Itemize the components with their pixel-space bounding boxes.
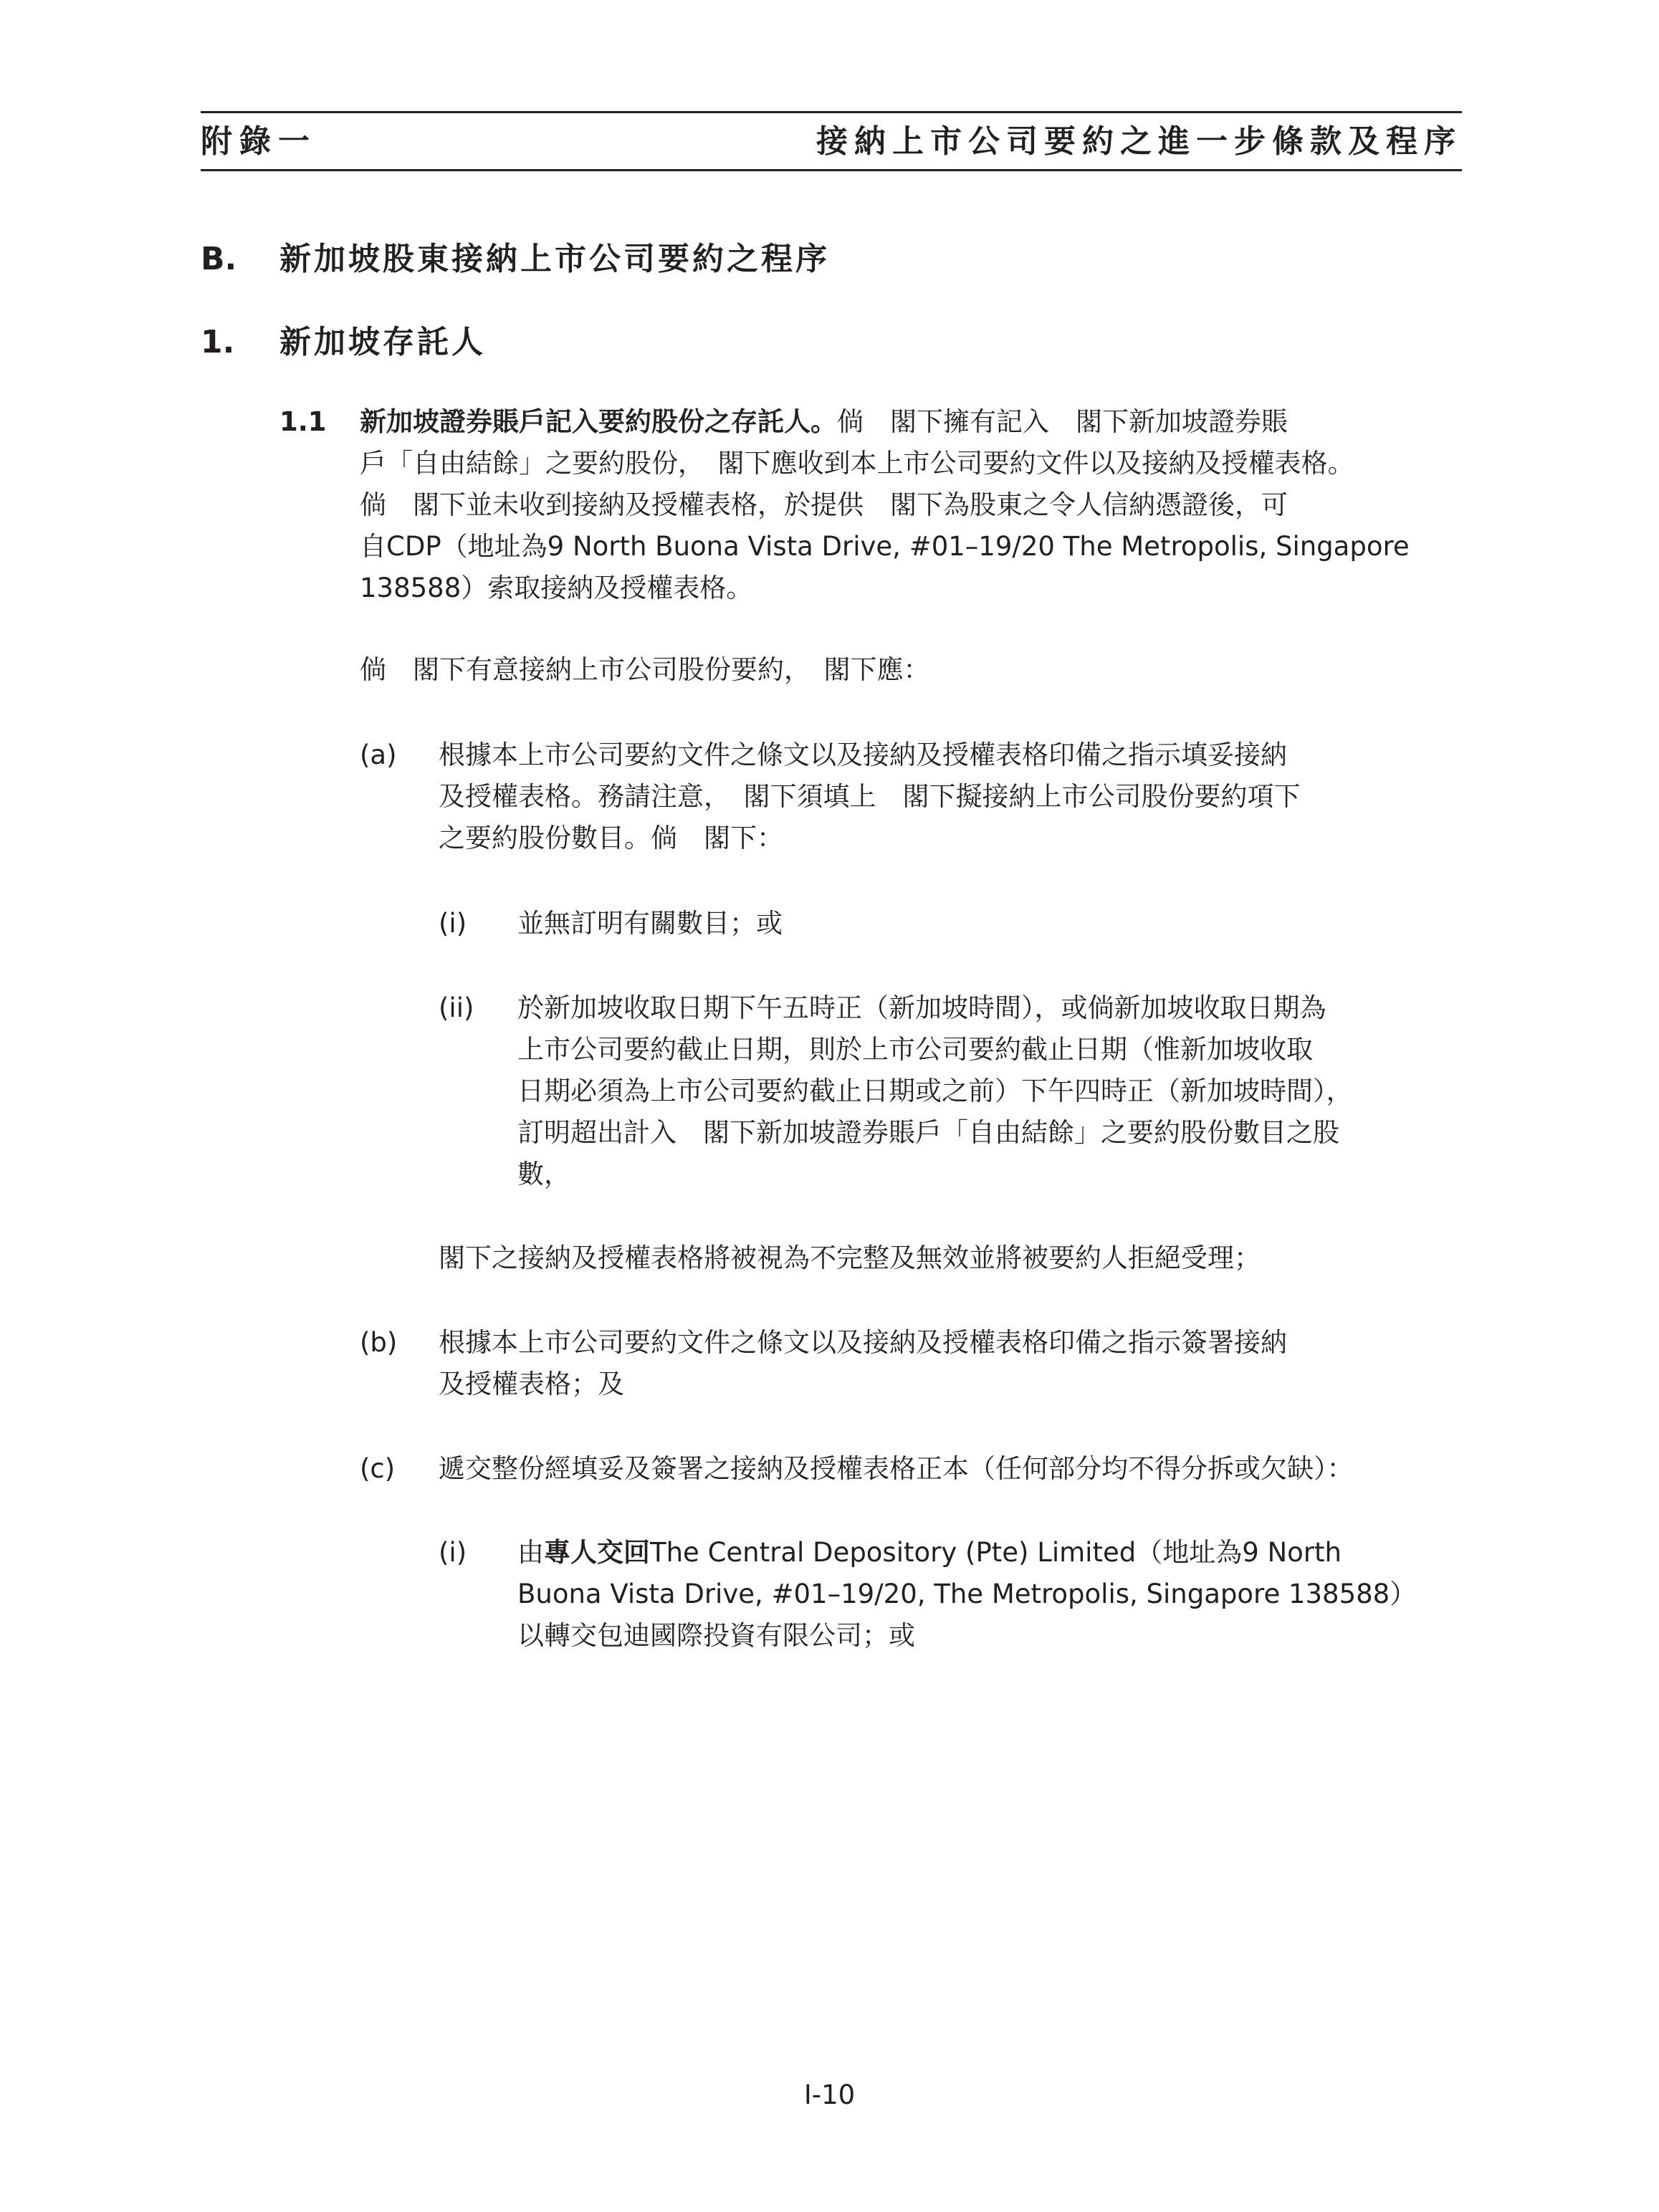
para-1-1-line-1	[360, 401, 1288, 443]
item-c-label: (c)	[360, 1453, 396, 1484]
para-1-1-line-1-text: 倘 閣下擁有記入 閣下新加坡證券賬	[837, 406, 1288, 437]
item-a-ii-line-4: 訂明超出計入 閣下新加坡證券賬戶「自由結餘」之要約股份數目之股	[517, 1117, 1339, 1148]
item-a-line-1: 根據本上市公司要約文件之條文以及接納及授權表格印備之指示填妥接納	[439, 739, 1287, 770]
item-c-i-bold: 專人交回	[544, 1537, 650, 1568]
item-a-line-3: 之要約股份數目。倘 閣下：	[439, 823, 783, 853]
item-a-i-label: (i)	[439, 908, 467, 939]
item-b-label: (b)	[360, 1327, 398, 1358]
item-a-i-line-1: 並無訂明有關數目；或	[517, 908, 783, 939]
section-1-title: 新加坡存託人	[279, 324, 486, 360]
item-c-i-label: (i)	[439, 1537, 467, 1568]
section-1-label: 1.	[201, 324, 235, 360]
para-1-1-line-5: 138588）索取接納及授權表格。	[360, 573, 753, 603]
page-header-title: 接納上市公司要約之進一步條款及程序	[816, 123, 1462, 160]
item-c-i-line-1-text: The Central Depository (Pte) Limited（地址為9 North	[650, 1537, 1342, 1568]
para-1-1-line-4: 自CDP（地址為9 North Buona Vista Drive, #01–19/20 The Metropolis, Singapore	[360, 531, 1410, 562]
page-number: I-10	[803, 2079, 856, 2110]
para-1-1-line-2: 戶「自由結餘」之要約股份， 閣下應收到本上市公司要約文件以及接納及授權表格。	[360, 448, 1354, 479]
para-1-1-lead: 新加坡證券賬戶記入要約股份之存託人。	[360, 406, 837, 437]
item-c-line-1: 遞交整份經填妥及簽署之接納及授權表格正本（任何部分均不得分拆或欠缺）：	[439, 1453, 1354, 1484]
header-bottom-rule	[201, 169, 1462, 171]
item-a-ii-line-1: 於新加坡收取日期下午五時正（新加坡時間），或倘新加坡收取日期為	[517, 992, 1326, 1023]
item-a-consequence: 閣下之接納及授權表格將被視為不完整及無效並將被要約人拒絕受理；	[439, 1243, 1261, 1273]
section-b-label: B.	[201, 241, 237, 277]
section-b-title: 新加坡股東接納上市公司要約之程序	[279, 241, 830, 277]
appendix-label: 附錄一	[201, 123, 317, 160]
para-1-1-line-3: 倘 閣下並未收到接納及授權表格，於提供 閣下為股東之令人信納憑證後，可	[360, 489, 1288, 520]
item-a-label: (a)	[360, 739, 397, 770]
item-c-i-prefix: 由	[517, 1537, 544, 1568]
item-b-line-2: 及授權表格；及	[439, 1369, 624, 1399]
intro-paragraph: 倘 閣下有意接納上市公司股份要約， 閣下應：	[360, 654, 930, 685]
item-c-i-line-3: 以轉交包迪國際投資有限公司；或	[517, 1620, 915, 1651]
item-c-i-line-2: Buona Vista Drive, #01–19/20, The Metropolis, Singapore 138588）	[517, 1579, 1417, 1609]
item-a-ii-label: (ii)	[439, 992, 474, 1023]
item-c-i-line-1	[517, 1532, 1342, 1574]
item-a-ii-line-2: 上市公司要約截止日期，則於上市公司要約截止日期（惟新加坡收取	[517, 1034, 1313, 1065]
para-1-1-label: 1.1	[279, 406, 327, 437]
item-b-line-1: 根據本上市公司要約文件之條文以及接納及授權表格印備之指示簽署接納	[439, 1327, 1287, 1358]
item-a-ii-line-5: 數，	[517, 1159, 570, 1189]
item-a-ii-line-3: 日期必須為上市公司要約截止日期或之前）下午四時正（新加坡時間），	[517, 1076, 1353, 1106]
item-a-line-2: 及授權表格。務請注意， 閣下須填上 閣下擬接納上市公司股份要約項下	[439, 781, 1301, 812]
header-top-rule	[201, 111, 1462, 113]
